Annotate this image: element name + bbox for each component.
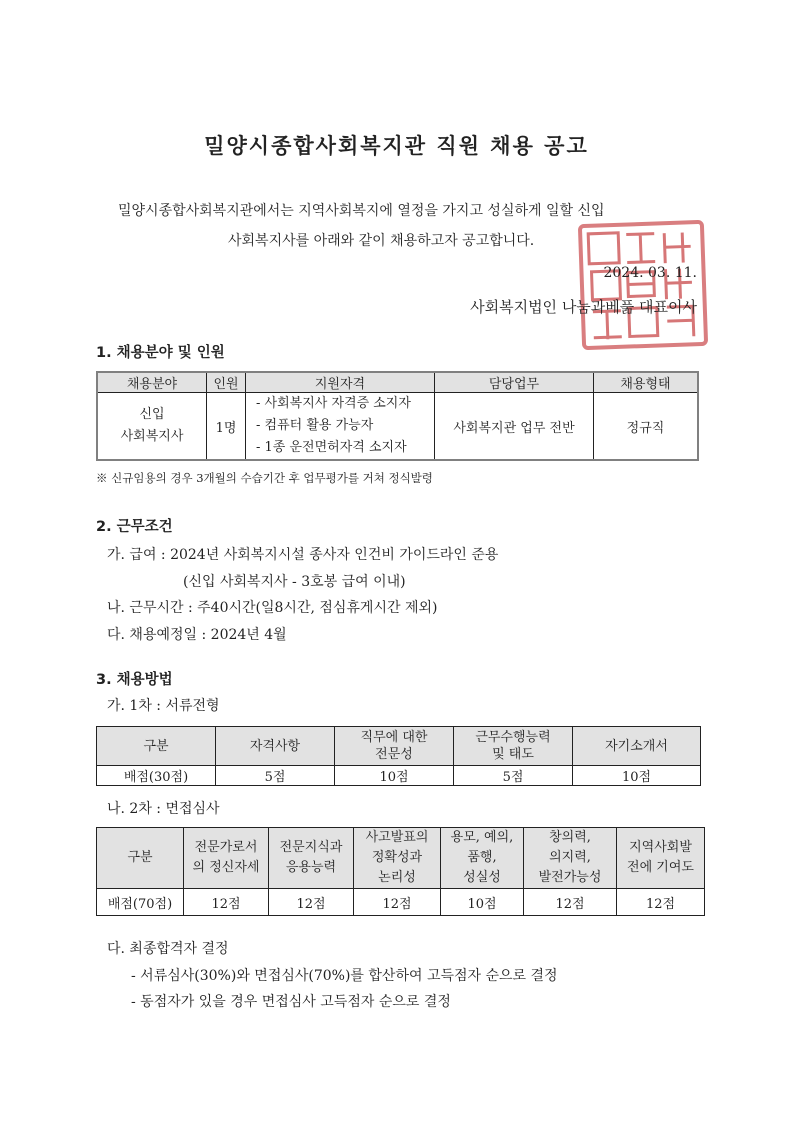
requirement-item: - 1종 운전면허자격 소지자	[256, 440, 407, 455]
score-cell: 12점	[524, 889, 617, 916]
header-cell: 인원	[207, 372, 246, 393]
score-cell: 12점	[184, 889, 269, 916]
section2-heading: 2. 근무조건	[96, 519, 173, 535]
round2-label: 나. 2차 : 면접심사	[107, 801, 220, 817]
table-row	[97, 889, 705, 916]
score-cell: 10점	[335, 766, 454, 786]
table-header-row	[97, 828, 705, 889]
round1-label: 가. 1차 : 서류전형	[107, 698, 220, 714]
header-cell: 구분	[97, 727, 216, 766]
score-cell: 배점(30점)	[97, 766, 216, 786]
header-cell: 사고발표의 정확성과 논리성	[354, 828, 441, 889]
header-cell: 구분	[97, 828, 184, 889]
document-screening-table	[96, 726, 701, 786]
section1-heading: 1. 채용분야 및 인원	[96, 345, 225, 361]
score-cell: 5점	[216, 766, 335, 786]
table-header-row	[97, 372, 698, 393]
score-cell: 12점	[617, 889, 705, 916]
table-header-row	[97, 727, 701, 766]
announcement-date: 2024. 03. 11.	[603, 265, 697, 281]
requirement-item: - 컴퓨터 활용 가능자	[256, 418, 374, 433]
score-cell: 12점	[354, 889, 441, 916]
header-cell: 용모, 예의, 품행, 성실성	[441, 828, 524, 889]
intro-line-1: 밀양시종합사회복지관에서는 지역사회복지에 열정을 가지고 성실하게 일할 신입	[118, 203, 605, 219]
header-cell: 직무에 대한 전문성	[335, 727, 454, 766]
final-decision-label: 다. 최종합격자 결정	[107, 941, 229, 957]
interview-table	[96, 827, 705, 916]
official-seal-stamp	[578, 220, 708, 350]
field-cell	[97, 393, 207, 461]
header-cell: 전문가로서 의 정신자세	[184, 828, 269, 889]
score-cell: 배점(70점)	[97, 889, 184, 916]
start-date-line: 다. 채용예정일 : 2024년 4월	[107, 627, 287, 643]
header-cell: 근무수행능력 및 태도	[454, 727, 573, 766]
field-line: 사회복지사	[120, 429, 184, 444]
employment-type-cell: 정규직	[594, 393, 699, 461]
table-row	[97, 393, 698, 461]
intro-line-2: 사회복지사를 아래와 같이 채용하고자 공고합니다.	[228, 233, 535, 249]
header-cell: 자기소개서	[573, 727, 701, 766]
score-cell: 10점	[441, 889, 524, 916]
recruitment-table	[96, 371, 699, 461]
final-decision-item: - 동점자가 있을 경우 면접심사 고득점자 순으로 결정	[131, 994, 451, 1010]
table-row	[97, 766, 701, 786]
duty-cell: 사회복지관 업무 전반	[435, 393, 594, 461]
requirement-item: - 사회복지사 자격증 소지자	[256, 396, 411, 411]
document-title: 밀양시종합사회복지관 직원 채용 공고	[204, 134, 589, 158]
header-cell: 전문지식과 응용능력	[269, 828, 354, 889]
salary-line: 가. 급여 : 2024년 사회복지시설 종사자 인건비 가이드라인 준용	[107, 547, 499, 563]
score-cell: 12점	[269, 889, 354, 916]
working-hours-line: 나. 근무시간 : 주40시간(일8시간, 점심휴게시간 제외)	[107, 600, 438, 616]
field-line: 신입	[139, 407, 165, 422]
count-cell: 1명	[207, 393, 246, 461]
requirements-cell	[246, 393, 435, 461]
score-cell: 10점	[573, 766, 701, 786]
header-cell: 자격사항	[216, 727, 335, 766]
header-cell: 담당업무	[435, 372, 594, 393]
header-cell: 창의력, 의지력, 발전가능성	[524, 828, 617, 889]
score-cell: 5점	[454, 766, 573, 786]
salary-sub-line: (신입 사회복지사 - 3호봉 급여 이내)	[183, 574, 406, 590]
header-cell: 채용분야	[97, 372, 207, 393]
header-cell: 지원자격	[246, 372, 435, 393]
organization-signature: 사회복지법인 나눔과베풂 대표이사	[470, 298, 697, 316]
header-cell: 지역사회발 전에 기여도	[617, 828, 705, 889]
section3-heading: 3. 채용방법	[96, 672, 173, 688]
header-cell: 채용형태	[594, 372, 699, 393]
probation-note: ※ 신규임용의 경우 3개월의 수습기간 후 업무평가를 거쳐 정식발령	[96, 471, 433, 485]
seal-pattern-icon	[582, 224, 704, 346]
final-decision-item: - 서류심사(30%)와 면접심사(70%)를 합산하여 고득점자 순으로 결정	[131, 968, 558, 984]
